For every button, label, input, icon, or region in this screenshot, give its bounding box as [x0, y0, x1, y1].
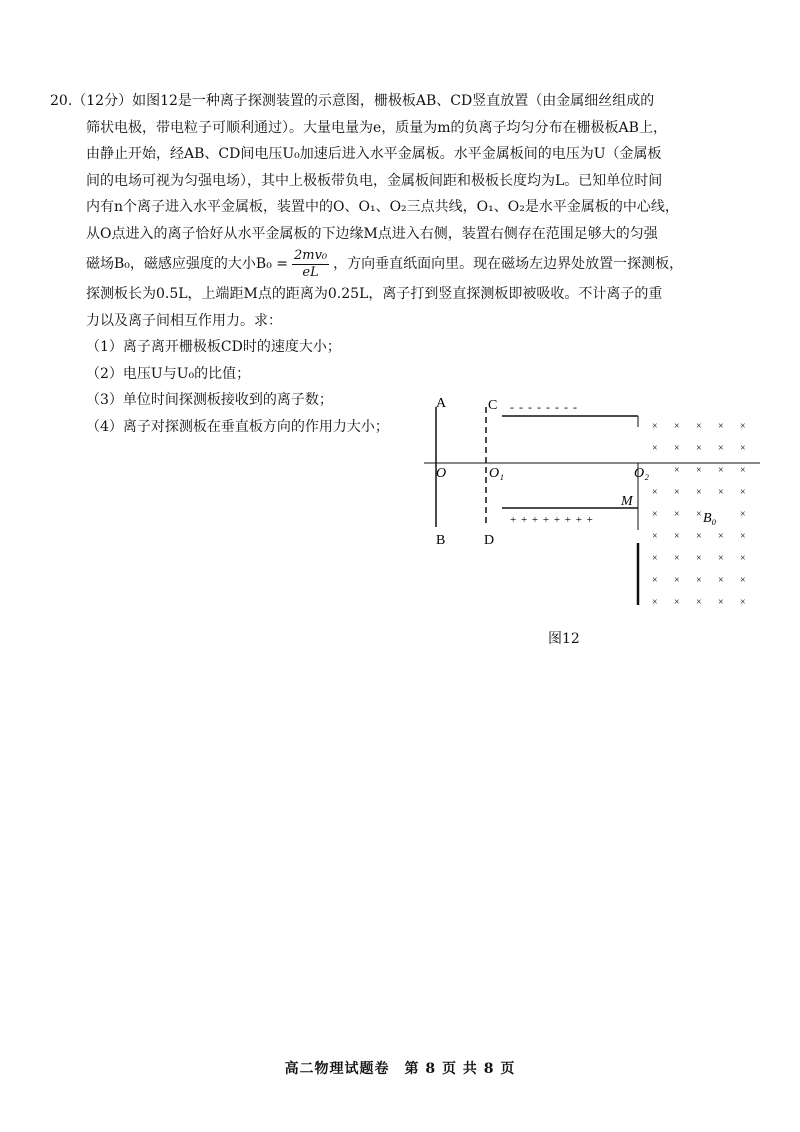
field-cross-mark: ×	[740, 487, 746, 498]
field-cross-mark: ×	[740, 421, 746, 432]
field-cross-mark: ×	[674, 597, 680, 608]
question-1: （1）离子离开栅极板CD时的速度大小；	[86, 339, 341, 355]
field-cross-mark: ×	[652, 597, 658, 608]
field-cross-mark: ×	[740, 509, 746, 520]
field-cross-mark: ×	[718, 465, 724, 476]
field-cross-mark: ×	[718, 553, 724, 564]
field-cross-mark: ×	[674, 553, 680, 564]
problem-line: 由静止开始，经AB、CD间电压U₀加速后进入水平金属板。水平金属板间的电压为U（金属板	[86, 146, 662, 162]
label-c: C	[488, 398, 498, 413]
field-cross-mark: ×	[740, 575, 746, 586]
field-cross-mark: ×	[696, 509, 702, 520]
label-d: D	[484, 533, 495, 548]
problem-line: 从O点进入的离子恰好从水平金属板的下边缘M点进入右侧，装置右侧存在范围足够大的匀强	[86, 225, 658, 242]
fraction-numerator: 2mv₀	[293, 247, 328, 263]
field-cross-mark: ×	[652, 553, 658, 564]
field-cross-mark: ×	[740, 531, 746, 542]
problem-line-text: 如图12是一种离子探测装置的示意图，栅极板AB、CD竖直放置（由金属细丝组成的	[132, 93, 655, 109]
field-cross-mark: ×	[652, 531, 658, 542]
lower-plate-charges: + + + + + + + +	[510, 514, 594, 526]
problem-line: 力以及离子间相互作用力。求：	[86, 312, 282, 329]
question-2: （2）电压U与U₀的比值；	[86, 365, 251, 382]
field-cross-mark: ×	[696, 487, 702, 498]
field-cross-mark: ×	[718, 531, 724, 542]
field-cross-mark: ×	[718, 487, 724, 498]
magnetic-field-marks	[652, 421, 746, 608]
field-cross-mark: ×	[674, 443, 680, 454]
field-cross-mark: ×	[652, 487, 658, 498]
field-cross-mark: ×	[696, 443, 702, 454]
label-a: A	[436, 396, 447, 411]
field-cross-mark: ×	[718, 575, 724, 586]
label-m: M	[621, 494, 633, 509]
field-cross-mark: ×	[652, 443, 658, 454]
field-cross-mark: ×	[740, 465, 746, 476]
field-cross-mark: ×	[674, 531, 680, 542]
problem-line: 内有n个离子进入水平金属板，装置中的O、O₁、O₂三点共线，O₁、O₂是水平金属板的中心线，	[86, 199, 679, 215]
field-cross-mark: ×	[718, 443, 724, 454]
field-cross-mark: ×	[740, 553, 746, 564]
b-formula-after: ，方向垂直纸面向里。现在磁场左边界处放置一探测板，	[333, 256, 684, 272]
field-cross-mark: ×	[674, 421, 680, 432]
field-cross-mark: ×	[696, 575, 702, 586]
problem-line: 筛状电极，带电粒子可顺利通过）。大量电量为e，质量为m的负离子均匀分布在栅极板AB上，	[86, 119, 667, 136]
problem-line	[50, 88, 756, 115]
problem-text	[50, 88, 756, 440]
field-cross-mark: ×	[652, 509, 658, 520]
field-cross-mark: ×	[674, 509, 680, 520]
page-footer: 高二物理试题卷 第 8 页 共 8 页	[284, 1061, 516, 1077]
problem-line	[50, 247, 756, 281]
field-cross-mark: ×	[740, 597, 746, 608]
figure-caption: 图12	[548, 631, 580, 647]
question-4: （4）离子对探测板在垂直板方向的作用力大小；	[86, 418, 389, 435]
field-cross-mark: ×	[652, 575, 658, 586]
label-o1: O₁	[489, 466, 504, 481]
field-cross-mark: ×	[740, 443, 746, 454]
label-o: O	[436, 466, 447, 481]
field-cross-mark: ×	[718, 597, 724, 608]
label-b: B	[436, 533, 446, 548]
b-formula-fraction	[292, 248, 329, 281]
problem-line: 间的电场可视为匀强电场），其中上极板带负电，金属板间距和极板长度均为L。已知单位时间	[86, 172, 663, 189]
fraction-denominator: eL	[302, 264, 319, 280]
field-cross-mark: ×	[696, 421, 702, 432]
field-cross-mark: ×	[696, 465, 702, 476]
field-cross-mark: ×	[674, 487, 680, 498]
ion-detector-diagram	[420, 395, 760, 665]
problem-line: 探测板长为0.5L，上端距M点的距离为0.25L，离子打到竖直探测板即被吸收。不计离子的重	[86, 286, 663, 302]
field-cross-mark: ×	[696, 531, 702, 542]
field-cross-mark: ×	[674, 465, 680, 476]
problem-number: 20.	[50, 93, 73, 109]
upper-plate-charges: - - - - - - - -	[510, 400, 578, 414]
field-cross-mark: ×	[652, 421, 658, 432]
field-cross-mark: ×	[674, 575, 680, 586]
b-formula-before: 磁场B₀，磁感应强度的大小B₀ =	[86, 256, 288, 272]
label-o2: O₂	[634, 466, 649, 481]
field-cross-mark: ×	[718, 421, 724, 432]
field-cross-mark: ×	[696, 553, 702, 564]
problem-points: （12分）	[72, 93, 133, 109]
field-cross-mark: ×	[696, 597, 702, 608]
label-b0: B₀	[703, 511, 717, 526]
question-3: （3）单位时间探测板接收到的离子数；	[86, 392, 333, 408]
